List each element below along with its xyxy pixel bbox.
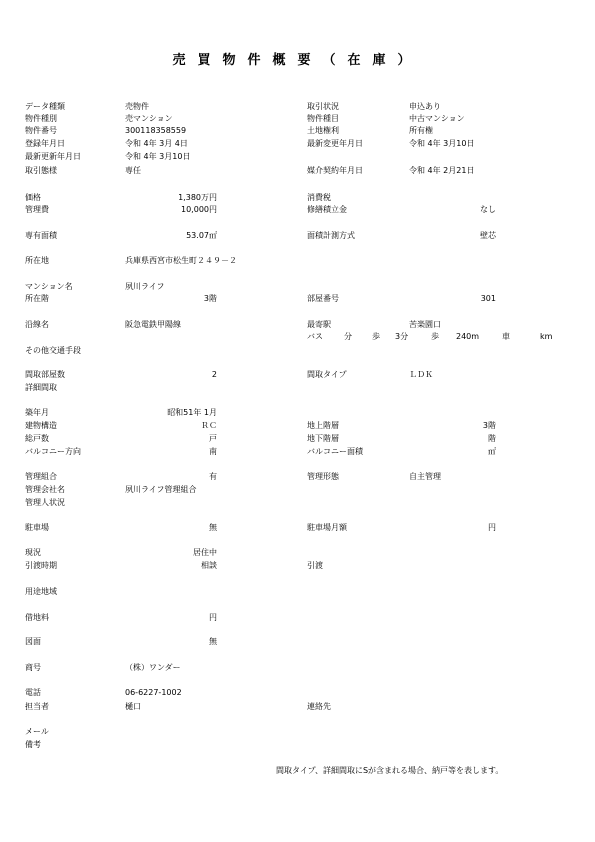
built-value: 昭和51年 1月 <box>167 408 217 417</box>
mansion-name-value: 夙川ライフ <box>125 282 165 291</box>
phone-value: 06-6227-1002 <box>125 688 182 697</box>
total-units-label: 総戸数 <box>25 434 49 443</box>
transaction-status-value: 申込あり <box>409 102 441 111</box>
transaction-mode-label: 取引態様 <box>25 166 57 175</box>
manager-status-label: 管理人状況 <box>25 498 65 507</box>
land-rent-value: 円 <box>209 613 217 622</box>
page-title: 売買物件概要（在庫） <box>172 53 423 68</box>
mgmt-union-label: 管理組合 <box>25 472 57 481</box>
layout-detail-label: 詳細間取 <box>25 383 57 392</box>
property-number-value: 300118358559 <box>125 126 187 135</box>
land-rent-label: 借地料 <box>25 613 49 622</box>
handover-timing-value: 相談 <box>201 561 217 570</box>
mgmt-form-label: 管理形態 <box>307 472 339 481</box>
management-fee-value: 10,000円 <box>181 205 217 214</box>
floors-above-label: 地上階層 <box>307 421 339 430</box>
built-label: 築年月 <box>25 408 49 417</box>
brokerage-contract-date-label: 媒介契約年月日 <box>307 166 363 175</box>
mgmt-company-label: 管理会社名 <box>25 485 65 494</box>
handover-label: 引渡 <box>307 561 323 570</box>
nearest-station-value: 苦楽園口 <box>409 320 441 329</box>
structure-value: ＲＣ <box>201 421 217 430</box>
nearest-station-label: 最寄駅 <box>307 320 331 329</box>
mgmt-form-value: 自主管理 <box>409 472 441 481</box>
mgmt-union-value: 有 <box>209 472 217 481</box>
floors-above-value: 3階 <box>482 421 496 430</box>
transaction-mode-value: 専任 <box>125 166 141 175</box>
balcony-direction-label: バルコニー方向 <box>25 447 81 456</box>
access-bus: バス <box>307 332 323 341</box>
access-car: 車 <box>502 332 510 341</box>
last-update-date-label: 最新更新年月日 <box>25 152 81 161</box>
parking-fee-label: 駐車場月額 <box>307 523 347 532</box>
repair-reserve-label: 修繕積立金 <box>307 205 347 214</box>
room-count-value: 2 <box>211 370 217 379</box>
exclusive-area-label: 専有面積 <box>25 231 57 240</box>
floors-below-value: 階 <box>488 434 496 443</box>
repair-reserve-value: なし <box>480 205 496 214</box>
contact-person-value: 樋口 <box>125 702 141 711</box>
remarks-label: 備考 <box>25 740 41 749</box>
floor-plan-label: 図面 <box>25 637 41 646</box>
area-method-value: 壁芯 <box>480 231 496 240</box>
mgmt-company-value: 夙川ライフ管理組合 <box>125 485 197 494</box>
email-label: メール <box>25 727 49 736</box>
floor-value: 3階 <box>203 294 217 303</box>
layout-type-label: 間取タイプ <box>307 370 347 379</box>
last-change-date-value: 令和 4年 3月10日 <box>409 139 475 148</box>
registration-date-label: 登録年月日 <box>25 139 65 148</box>
current-status-label: 現況 <box>25 548 41 557</box>
layout-type-value: ＬＤＫ <box>409 370 433 379</box>
transaction-status-label: 取引状況 <box>307 102 339 111</box>
room-count-label: 間取部屋数 <box>25 370 65 379</box>
contact-info-label: 連絡先 <box>307 702 331 711</box>
trade-name-label: 商号 <box>25 663 41 672</box>
parking-value: 無 <box>209 523 217 532</box>
access-walk-min: 3分 <box>395 332 409 341</box>
registration-date-value: 令和 4年 3月 4日 <box>125 139 188 148</box>
price-value: 1,380万円 <box>178 193 217 202</box>
exclusive-area-value: 53.07㎡ <box>186 231 217 240</box>
land-rights-label: 土地権利 <box>307 126 339 135</box>
contact-person-label: 担当者 <box>25 702 49 711</box>
handover-timing-label: 引渡時期 <box>25 561 57 570</box>
last-change-date-label: 最新変更年月日 <box>307 139 363 148</box>
property-item-label: 物件種目 <box>307 114 339 123</box>
management-fee-label: 管理費 <box>25 205 49 214</box>
other-transport-label: その他交通手段 <box>25 346 81 355</box>
consumption-tax-label: 消費税 <box>307 193 331 202</box>
access-bus-min: 分 <box>344 332 352 341</box>
data-type-label: データ種類 <box>25 102 65 111</box>
footnote: 間取タイプ、詳細間取にSが含まれる場合、納戸等を表します。 <box>276 766 504 775</box>
balcony-area-label: バルコニー面積 <box>307 447 363 456</box>
structure-label: 建物構造 <box>25 421 57 430</box>
trade-name-value: （株）ワンダー <box>125 663 181 672</box>
access-walk: 歩 <box>372 332 380 341</box>
property-item-value: 中古マンション <box>409 114 465 123</box>
access-km: km <box>540 332 553 341</box>
last-update-date-value: 令和 4年 3月10日 <box>125 152 191 161</box>
room-number-label: 部屋番号 <box>307 294 339 303</box>
property-number-label: 物件番号 <box>25 126 57 135</box>
location-label: 所在地 <box>25 256 49 265</box>
zoning-label: 用途地域 <box>25 587 57 596</box>
location-value: 兵庫県西宮市松生町２４９－２ <box>125 256 237 265</box>
total-units-value: 戸 <box>209 434 217 443</box>
balcony-direction-value: 南 <box>209 447 217 456</box>
access-walk-2: 歩 <box>431 332 439 341</box>
balcony-area-value: ㎡ <box>488 447 496 456</box>
parking-fee-value: 円 <box>488 523 496 532</box>
parking-label: 駐車場 <box>25 523 49 532</box>
line-name-value: 阪急電鉄甲陽線 <box>125 320 181 329</box>
floor-plan-value: 無 <box>209 637 217 646</box>
price-label: 価格 <box>25 193 41 202</box>
property-type-label: 物件種別 <box>25 114 57 123</box>
floor-label: 所在階 <box>25 294 49 303</box>
line-name-label: 沿線名 <box>25 320 49 329</box>
brokerage-contract-date-value: 令和 4年 2月21日 <box>409 166 475 175</box>
land-rights-value: 所有権 <box>409 126 433 135</box>
mansion-name-label: マンション名 <box>25 282 73 291</box>
area-method-label: 面積計測方式 <box>307 231 355 240</box>
access-distance: 240m <box>456 332 480 341</box>
current-status-value: 居住中 <box>193 548 217 557</box>
data-type-value: 売物件 <box>125 102 149 111</box>
phone-label: 電話 <box>25 688 41 697</box>
room-number-value: 301 <box>480 294 496 303</box>
floors-below-label: 地下階層 <box>307 434 339 443</box>
property-type-value: 売マンション <box>125 114 173 123</box>
